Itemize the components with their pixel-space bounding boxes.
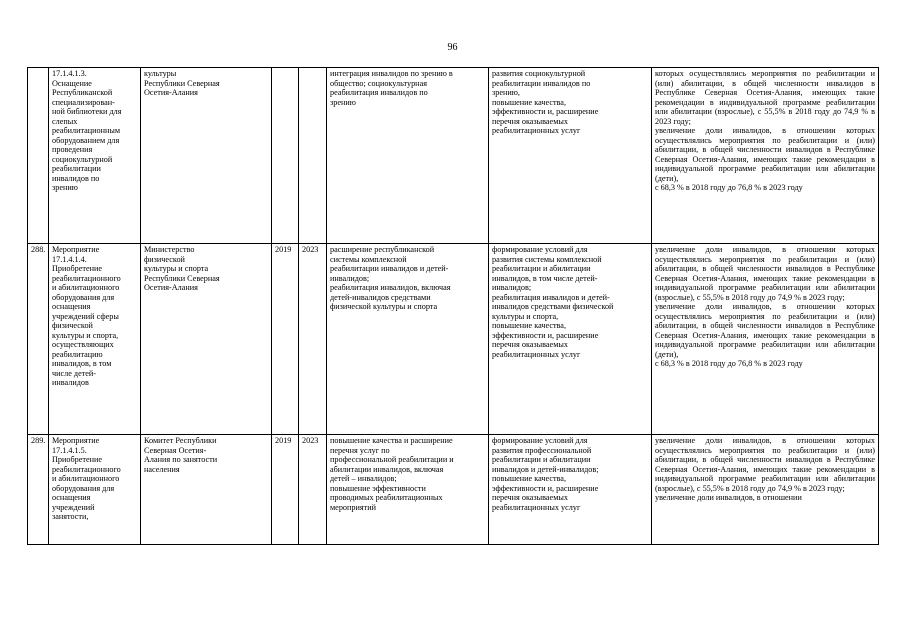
problems-cell: развития социокультурной реабилитации инвалидов по зрению, повышение качества, эффективности и, расширение перечня оказываемых реабилитационных услуг	[489, 68, 652, 244]
executor-cell: культуры Республики Северная Осетия-Алания	[141, 68, 272, 244]
row-number-cell: 289.	[28, 435, 49, 545]
problems-cell: формирование условий для развития профессиональной реабилитации и абилитации инвалидов и детей-инвалидов; повышение качества, эффективности и, расширение перечня оказываемых реабилитационных услуг	[489, 435, 652, 545]
row-number-cell	[28, 68, 49, 244]
indicators-cell: увеличение доли инвалидов, в отношении которых осуществлялись мероприятия по реабилитации и (или) абилитации, в общей численности инвалидов в Республике Северная Осетия-Алания, имеющих такие рекомендации в индивидуальной программе реабилитации или абилитации (взрослые), с 55,5% в 2018 году до 74,9 % в 2023 году; увеличение доли инвалидов, в отношении	[652, 435, 879, 545]
year-start-cell: 2019	[272, 435, 299, 545]
page-number: 96	[447, 42, 458, 53]
measure-name-cell: Мероприятие 17.1.4.1.5. Приобретение реабилитационного и абилитационного оборудования для оснащения учреждений занятости,	[49, 435, 141, 545]
problems-cell: формирование условий для развития системы комплексной реабилитации и абилитации инвалидов, в том числе детей- инвалидов; реабилитация инвалидов и детей- инвалидов средствами физической культуры и спорта, повышение качества, эффективности и, расширение перечня оказываемых реабилитационных услуг	[489, 244, 652, 435]
year-end-cell: 2023	[299, 435, 327, 545]
year-end-cell	[299, 68, 327, 244]
row-number-cell: 288.	[28, 244, 49, 435]
expected-result-cell: повышение качества и расширение перечня услуг по профессиональной реабилитации и абилитации инвалидов, включая детей – инвалидов; повышение эффективности проводимых реабилитационных мероприятий	[327, 435, 489, 545]
table-row	[28, 435, 879, 545]
year-start-cell: 2019	[272, 244, 299, 435]
table-row	[28, 68, 879, 244]
executor-cell: Министерство физической культуры и спорта Республики Северная Осетия-Алания	[141, 244, 272, 435]
measure-name-cell: 17.1.4.1.3. Оснащение Республиканской специализирован- ной библиотеки для слепых реабилитационным оборудованием для проведения социокультурной реабилитации инвалидов по зрению	[49, 68, 141, 244]
executor-cell: Комитет Республики Северная Осетия- Алания по занятости населения	[141, 435, 272, 545]
year-start-cell	[272, 68, 299, 244]
expected-result-cell: интеграция инвалидов по зрению в общество; социокультурная реабилитация инвалидов по зрению	[327, 68, 489, 244]
table-row	[28, 244, 879, 435]
measure-name-cell: Мероприятие 17.1.4.1.4. Приобретение реабилитационного и абилитационного оборудования для оснащения учреждений сферы физической культуры и спорта, осуществляющих реабилитацию инвалидов, в том числе детей- инвалидов	[49, 244, 141, 435]
expected-result-cell: расширение республиканской системы комплексной реабилитации инвалидов и детей- инвалидов; реабилитация инвалидов, включая детей-инвалидов средствами физической культуры и спорта	[327, 244, 489, 435]
indicators-cell: которых осуществлялись мероприятия по реабилитации и (или) абилитации, в общей численности инвалидов в Республике Северная Осетия-Алания, имеющих такие рекомендации в индивидуальной программе реабилитации или абилитации (взрослые), с 55,5% в 2018 году до 74,9 % в 2023 году; увеличение доли инвалидов, в отношении которых осуществлялись мероприятия по реабилитации и (или) абилитации, в общей численности инвалидов в Республике Северная Осетия-Алания, имеющих такие рекомендации в индивидуальной программе реабилитации или абилитации (дети), с 68,3 % в 2018 году до 76,8 % в 2023 году	[652, 68, 879, 244]
indicators-cell: увеличение доли инвалидов, в отношении которых осуществлялись мероприятия по реабилитации и (или) абилитации, в общей численности инвалидов в Республике Северная Осетия-Алания, имеющих такие рекомендации в индивидуальной программе реабилитации или абилитации (взрослые), с 55,5% в 2018 году до 74,9 % в 2023 году; увеличение доли инвалидов, в отношении которых осуществлялись мероприятия по реабилитации и (или) абилитации, в общей численности инвалидов в Республике Северная Осетия-Алания, имеющих такие рекомендации в индивидуальной программе реабилитации или абилитации (дети), с 68,3 % в 2018 году до 76,8 % в 2023 году	[652, 244, 879, 435]
year-end-cell: 2023	[299, 244, 327, 435]
measures-table	[27, 67, 879, 545]
